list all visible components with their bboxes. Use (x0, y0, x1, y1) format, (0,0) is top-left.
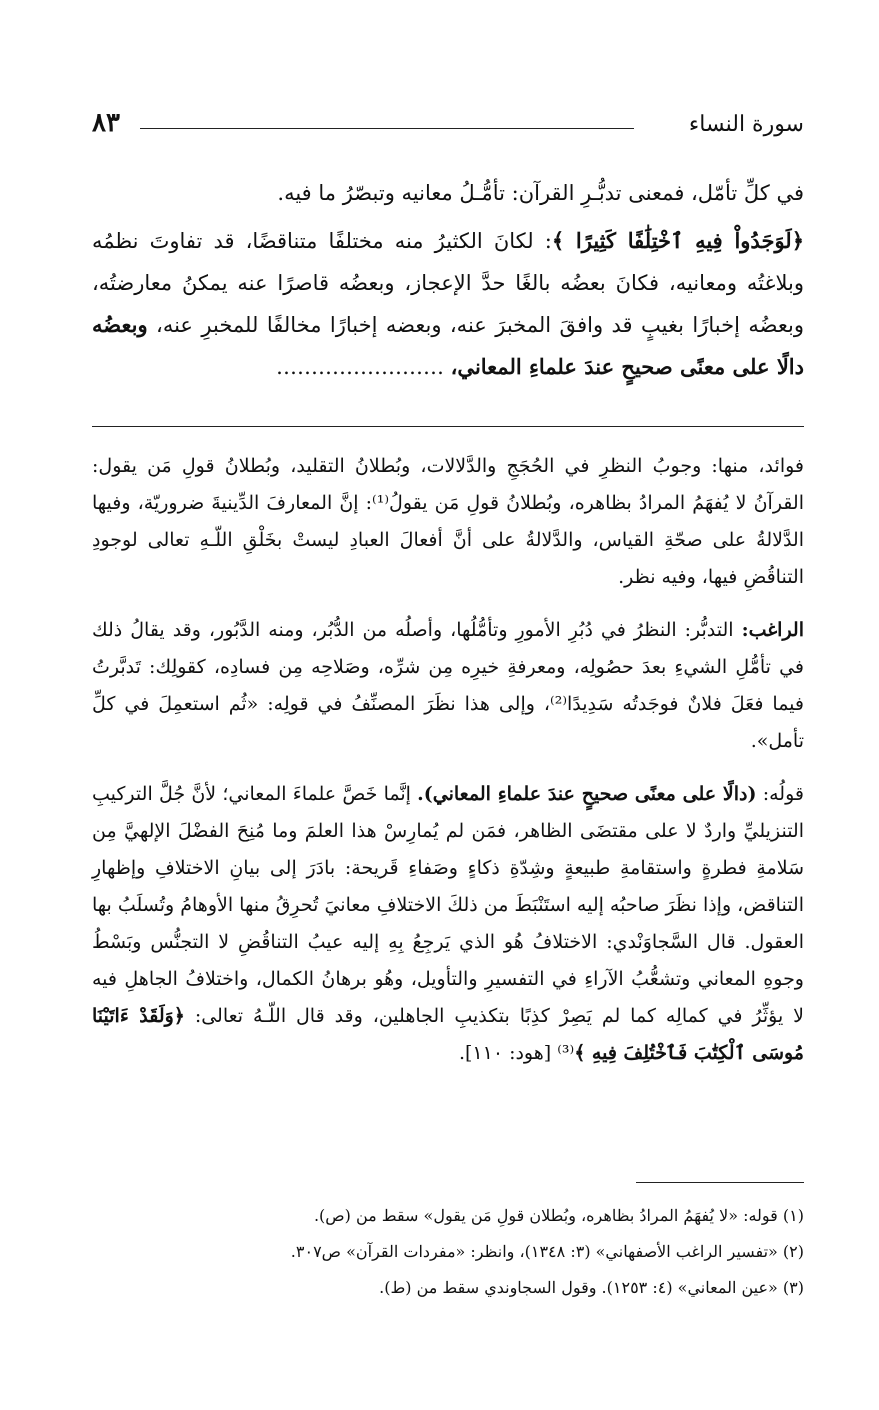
main-paragraph-2 (92, 220, 804, 388)
commentary-paragraph-3-body: إنَّما خَصَّ علماءَ المعاني؛ لأنَّ جُلَّ التركيبِ التنزيليِّ واردٌ لا على مقتضَى الظاهر، فمَن لم يُمارِسْ هذا العلمَ وما مُنِحَ الفضْلَ الإلهيَّ مِن سَلامةِ فطرةٍ واستقامةِ طبيعةٍ وشِدّةِ ذكاءٍ وصَفاءِ قَريحة: بادَرَ إلى بيانِ الاختلافِ وإظهارِ التناقض، وإذا نظَرَ صاحبُه إليه استَنْبَطَ من ذلكَ الاختلافِ معانيَ تُحرِقُ منها الأوهامُ وتُسلَبُ بها العقول. قال السَّجاوَنْدي: الاختلافُ هُو الذي يَرجِعُ بِهِ إليه عيبُ التناقُضِ لا التجنُّس وبَسْطُ وجوهِ المعاني وتشعُّبُ الآراءِ في التفسيرِ والتأويل، وهُو برهانُ الكمال، واختلافُ الجاهلِ فيه لا يؤثِّرُ في كمالِه كما لم يَصِرْ كذِبًا بتكذيبِ الجاهلين، وقد قال اللّـهُ تعالى: (91, 783, 804, 1027)
commentary-quote: (دالًا على معنًى صحيحٍ عندَ علماءِ المعاني). (417, 783, 757, 805)
main-paragraph-2-body: : لكانَ الكثيرُ منه مختلفًا متناقضًا، قد تفاوتَ نظمُه وبلاغتُه ومعانيه، فكانَ بعضُه بالغًا حدَّ الإعجاز، وبعضُه قاصرًا عنه يمكنُ معارضتُه، وبعضُه إخبارًا بغيبٍ قد وافقَ المخبرَ عنه، وبعضه إخبارًا مخالفًا للمخبرِ عنه، (92, 229, 804, 337)
commentary-label-raghib: الراغب: (741, 619, 804, 641)
surah-title: سورة النساء (688, 112, 804, 137)
footnote-1: (١) قوله: «لا يُفهَمُ المرادُ بظاهره، وبُطلان قولِ مَن يقول» سقط من (ص). (313, 1206, 804, 1225)
running-header (92, 108, 804, 148)
main-paragraph-1: في كلِّ تأمّل، فمعنى تدبُّـرِ القرآن: تأمُّـلُ معانيه وتبصّرُ ما فيه. (277, 181, 804, 205)
commentary (92, 448, 804, 1088)
quran-verse-2: ﴿وَلَقَدْ ءَاتَيْنَا مُوسَى ٱلْكِتَٰبَ فَٱخْتُلِفَ فِيهِ ﴾ (92, 1005, 804, 1064)
commentary-paragraph-3-tail: ⁽³⁾ [هود: ١١٠]. (458, 1042, 575, 1064)
main-paragraph-2-bold: وبعضُه دالًا على معنًى صحيحٍ عندَ علماءِ المعاني، (92, 312, 804, 379)
continuation-dots: …………………… (275, 355, 451, 379)
footnote-2: (٢) «تفسير الراغب الأصفهاني» (٣: ١٣٤٨)، وانظر: «مفردات القرآن» ص٣٠٧. (290, 1242, 804, 1261)
footnote-separator (636, 1182, 804, 1183)
header-rule (140, 128, 634, 129)
commentary-paragraph-2 (92, 612, 804, 760)
main-text (92, 172, 804, 388)
commentary-paragraph-1: فوائد، منها: وجوبُ النظرِ في الحُجَجِ والدَّلالات، وبُطلانُ التقليد، وبُطلانُ قولِ مَن يقول: القرآنُ لا يُفهَمُ المرادُ بظاهره، وبُطلانُ قولِ مَن يقولُ⁽¹⁾: إنَّ المعارفَ الدِّينيةَ ضروريّة، وفيها الدَّلالةُ على صحّةِ القياس، والدَّلالةُ على أنَّ أفعالَ العبادِ ليستْ بخَلْقِ اللّـهِ تعالى لوجودِ التناقُضِ فيها، وفيه نظر. (92, 455, 804, 588)
page-number: ٨٣ (92, 108, 120, 138)
footnote-3: (٣) «عين المعاني» (٤: ١٢٥٣). وقول السجاوندي سقط من (ط). (379, 1278, 804, 1297)
commentary-paragraph-3-lead: قولُه: (756, 783, 804, 805)
quran-verse: ﴿لَوَجَدُواْ فِيهِ ٱخْتِلَٰفًا كَثِيرًا ﴾ (551, 228, 804, 253)
text-separator (92, 426, 804, 427)
commentary-paragraph-3 (92, 776, 804, 1072)
commentary-paragraph-2-body: التدبُّر: النظرُ في دُبُرِ الأمورِ وتأمُّلُها، وأصلُه من الدُّبُر، ومنه الدَّبُور، وقد يقالُ ذلك في تأمُّلِ الشيءِ بعدَ حصُولِه، ومعرفةِ خيرِه مِن شرِّه، وصَلاحِه مِن فسادِه، كقولِك: تَدبَّرتُ فيما فعَلَ فلانٌ فوجَدتُه سَدِيدًا⁽²⁾، وإلى هذا نظَرَ المصنِّفُ في قولِه: «ثُم استعمِلَ في كلِّ تأمل». (92, 619, 804, 752)
footnotes (92, 1198, 804, 1306)
